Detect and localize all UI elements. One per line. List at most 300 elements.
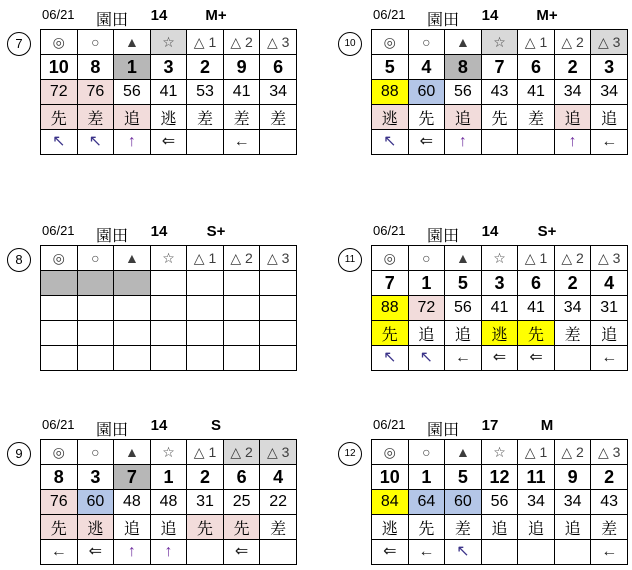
circled-table-index [338, 32, 362, 56]
horse-number-cell[interactable]: 2 [554, 55, 591, 80]
circled-table-index [338, 248, 362, 272]
running-style-cell[interactable]: 先 [187, 515, 224, 540]
trend-arrow-cell[interactable] [223, 130, 260, 155]
prediction-grid [371, 29, 628, 155]
horse-number-cell[interactable]: 6 [518, 271, 555, 296]
mark-cell[interactable]: ◎ [372, 246, 409, 271]
race-number: 14 [150, 7, 168, 24]
running-style-cell[interactable] [114, 321, 151, 346]
rate-cell[interactable]: 31 [591, 296, 628, 321]
horse-number-cell[interactable] [150, 271, 187, 296]
running-style-cell[interactable]: 先 [518, 321, 555, 346]
rate-cell[interactable]: 43 [481, 80, 518, 105]
rate-cell[interactable]: 41 [518, 296, 555, 321]
mark-cell[interactable]: ☆ [481, 30, 518, 55]
horse-number-cell[interactable]: 6 [518, 55, 555, 80]
trend-arrow-cell[interactable] [591, 346, 628, 371]
table-header [371, 6, 628, 28]
marks-row [41, 30, 297, 55]
race-grade: M+ [205, 7, 227, 24]
venue-name: 園田 [426, 12, 460, 29]
horse-number-cell[interactable]: 8 [77, 55, 114, 80]
mark-cell[interactable]: ○ [408, 440, 445, 465]
running-style-cell[interactable] [260, 321, 297, 346]
arrows-row [372, 346, 628, 371]
rate-cell[interactable]: 41 [223, 80, 260, 105]
horse-number-cell[interactable]: 3 [150, 55, 187, 80]
mark-cell[interactable]: ▲ [114, 30, 151, 55]
trend-arrow-cell[interactable] [445, 130, 482, 155]
rate-cell[interactable] [260, 296, 297, 321]
mark-cell[interactable]: △ 3 [260, 30, 297, 55]
rate-cell[interactable]: 48 [114, 490, 151, 515]
prediction-grid [40, 245, 297, 371]
rate-cell[interactable]: 34 [591, 80, 628, 105]
trend-arrow-cell[interactable] [260, 540, 297, 565]
horse-number-cell[interactable]: 1 [408, 271, 445, 296]
running-style-cell[interactable]: 追 [114, 105, 151, 130]
race-number: 14 [150, 223, 168, 240]
numbers-row [41, 465, 297, 490]
trend-arrow-cell[interactable] [77, 130, 114, 155]
running-style-cell[interactable]: 逃 [77, 515, 114, 540]
race-grade: S+ [537, 223, 557, 240]
trend-arrow-cell[interactable] [260, 130, 297, 155]
trend-arrow-cell[interactable] [554, 346, 591, 371]
trend-arrow-cell[interactable] [187, 346, 224, 371]
rate-cell[interactable]: 72 [408, 296, 445, 321]
running-style-cell[interactable]: 先 [223, 515, 260, 540]
horse-number-cell[interactable]: 6 [260, 55, 297, 80]
mark-cell[interactable]: ◎ [41, 440, 78, 465]
marks-row [41, 440, 297, 465]
trend-arrow-cell[interactable] [591, 540, 628, 565]
race-date: 06/21 [42, 417, 75, 432]
race-prediction-table [7, 416, 299, 570]
race-prediction-table [338, 222, 630, 376]
trend-arrow-cell[interactable] [518, 346, 555, 371]
rate-cell[interactable]: 22 [260, 490, 297, 515]
horse-number-cell[interactable]: 3 [77, 465, 114, 490]
mark-cell[interactable]: △ 3 [260, 440, 297, 465]
rate-cell[interactable] [150, 296, 187, 321]
trend-arrow-cell[interactable] [481, 346, 518, 371]
running-style-cell[interactable] [187, 321, 224, 346]
horse-number-cell[interactable]: 1 [114, 55, 151, 80]
race-number: 14 [481, 7, 499, 24]
rate-cell[interactable]: 56 [445, 296, 482, 321]
double-left-arrow-icon: ⇐ [161, 133, 176, 150]
mark-cell[interactable]: ▲ [445, 30, 482, 55]
double-left-arrow-icon: ⇐ [492, 349, 507, 366]
running-style-cell[interactable]: 先 [408, 105, 445, 130]
rate-cell[interactable]: 60 [77, 490, 114, 515]
race-date: 06/21 [42, 223, 75, 238]
trend-arrow-cell[interactable] [518, 130, 555, 155]
mark-cell[interactable]: △ 1 [187, 30, 224, 55]
horse-number-cell[interactable]: 4 [591, 271, 628, 296]
running-style-cell[interactable]: 差 [554, 321, 591, 346]
circled-table-index [7, 442, 31, 466]
up-arrow-icon: ↑ [458, 133, 467, 150]
trend-arrow-cell[interactable] [150, 346, 187, 371]
horse-number-cell[interactable]: 10 [41, 55, 78, 80]
running-style-cell[interactable]: 追 [554, 105, 591, 130]
running-style-cell[interactable]: 先 [408, 515, 445, 540]
mark-cell[interactable]: ▲ [114, 246, 151, 271]
running-style-cell[interactable]: 先 [372, 321, 409, 346]
double-left-arrow-icon: ⇐ [88, 543, 103, 560]
mark-cell[interactable]: ○ [77, 30, 114, 55]
horse-number-cell[interactable] [41, 271, 78, 296]
trend-arrow-cell[interactable] [408, 130, 445, 155]
horse-number-cell[interactable]: 5 [372, 55, 409, 80]
rate-cell[interactable]: 34 [554, 490, 591, 515]
rate-cell[interactable]: 53 [187, 80, 224, 105]
race-number: 14 [150, 417, 168, 434]
horse-number-cell[interactable]: 2 [591, 465, 628, 490]
horse-number-cell[interactable]: 8 [445, 55, 482, 80]
numbers-row [372, 465, 628, 490]
trend-arrow-cell[interactable] [150, 130, 187, 155]
running-style-cell[interactable]: 追 [554, 515, 591, 540]
running-style-cell[interactable]: 追 [591, 105, 628, 130]
horse-number-cell[interactable]: 12 [481, 465, 518, 490]
horse-number-cell[interactable]: 1 [150, 465, 187, 490]
rate-cell[interactable]: 60 [445, 490, 482, 515]
horse-number-cell[interactable]: 4 [408, 55, 445, 80]
mark-cell[interactable]: ◎ [372, 440, 409, 465]
running-style-cell[interactable]: 追 [591, 321, 628, 346]
horse-number-cell[interactable] [223, 271, 260, 296]
rate-cell[interactable] [114, 296, 151, 321]
trend-arrow-cell[interactable] [260, 346, 297, 371]
trend-arrow-cell[interactable] [223, 346, 260, 371]
mark-cell[interactable]: ▲ [445, 246, 482, 271]
race-grade: S [210, 417, 222, 434]
marks-row [372, 30, 628, 55]
horse-number-cell[interactable]: 4 [260, 465, 297, 490]
horse-number-cell[interactable]: 3 [591, 55, 628, 80]
mark-cell[interactable]: △ 1 [518, 30, 555, 55]
styles-row [372, 105, 628, 130]
trend-arrow-cell[interactable] [77, 346, 114, 371]
horse-number-cell[interactable]: 1 [408, 465, 445, 490]
trend-arrow-cell[interactable] [372, 130, 409, 155]
running-style-cell[interactable]: 差 [260, 105, 297, 130]
up-left-arrow-icon: ↖ [383, 133, 397, 150]
running-style-cell[interactable]: 先 [481, 105, 518, 130]
arrows-row [41, 130, 297, 155]
race-prediction-table [7, 6, 299, 160]
mark-cell[interactable]: △ 2 [223, 440, 260, 465]
mark-cell[interactable]: ☆ [150, 440, 187, 465]
trend-arrow-cell[interactable] [554, 130, 591, 155]
running-style-cell[interactable]: 追 [114, 515, 151, 540]
running-style-cell[interactable]: 追 [150, 515, 187, 540]
rate-cell[interactable]: 88 [372, 80, 409, 105]
circled-table-index [7, 32, 31, 56]
rate-cell[interactable]: 41 [518, 80, 555, 105]
left-arrow-icon: ← [454, 349, 471, 366]
numbers-row [41, 55, 297, 80]
running-style-cell[interactable]: 差 [223, 105, 260, 130]
left-arrow-icon: ← [233, 133, 250, 150]
trend-arrow-cell[interactable] [445, 540, 482, 565]
rate-cell[interactable]: 76 [41, 490, 78, 515]
horse-number-cell[interactable]: 2 [554, 271, 591, 296]
rate-cell[interactable]: 31 [187, 490, 224, 515]
horse-number-cell[interactable]: 5 [445, 271, 482, 296]
rate-cell[interactable]: 34 [518, 490, 555, 515]
running-style-cell[interactable]: 差 [445, 515, 482, 540]
venue-name: 園田 [95, 422, 129, 439]
mark-cell[interactable]: ◎ [41, 30, 78, 55]
mark-cell[interactable]: ○ [408, 246, 445, 271]
running-style-cell[interactable]: 追 [481, 515, 518, 540]
trend-arrow-cell[interactable] [187, 540, 224, 565]
trend-arrow-cell[interactable] [554, 540, 591, 565]
trend-arrow-cell[interactable] [591, 130, 628, 155]
up-arrow-icon: ↑ [127, 133, 136, 150]
running-style-cell[interactable]: 逃 [150, 105, 187, 130]
horse-number-cell[interactable]: 11 [518, 465, 555, 490]
race-date: 06/21 [373, 223, 406, 238]
table-header [371, 416, 628, 438]
left-arrow-icon: ← [601, 349, 618, 366]
horse-number-cell[interactable] [187, 271, 224, 296]
running-style-cell[interactable] [150, 321, 187, 346]
rates-row [41, 80, 297, 105]
horse-number-cell[interactable]: 8 [41, 465, 78, 490]
mark-cell[interactable]: ☆ [481, 440, 518, 465]
rates-row [372, 296, 628, 321]
up-left-arrow-icon: ↖ [419, 349, 434, 366]
table-index-number: 12 [344, 448, 356, 459]
running-style-cell[interactable]: 逃 [372, 515, 409, 540]
mark-cell[interactable]: △ 3 [591, 30, 628, 55]
venue-name: 園田 [95, 228, 129, 245]
mark-cell[interactable]: ◎ [372, 30, 409, 55]
race-date: 06/21 [42, 7, 75, 22]
trend-arrow-cell[interactable] [408, 540, 445, 565]
rate-cell[interactable]: 41 [150, 80, 187, 105]
rate-cell[interactable] [77, 296, 114, 321]
running-style-cell[interactable]: 追 [445, 105, 482, 130]
styles-row [372, 321, 628, 346]
venue-name: 園田 [426, 228, 460, 245]
horse-number-cell[interactable] [114, 271, 151, 296]
horse-number-cell[interactable]: 7 [372, 271, 409, 296]
mark-cell[interactable]: △ 1 [187, 246, 224, 271]
trend-arrow-cell[interactable] [77, 540, 114, 565]
horse-number-cell[interactable]: 5 [445, 465, 482, 490]
running-style-cell[interactable]: 先 [41, 515, 78, 540]
rate-cell[interactable]: 56 [114, 80, 151, 105]
trend-arrow-cell[interactable] [114, 130, 151, 155]
numbers-row [372, 55, 628, 80]
horse-number-cell[interactable]: 9 [223, 55, 260, 80]
race-grade: M+ [536, 7, 558, 24]
mark-cell[interactable]: △ 2 [554, 246, 591, 271]
styles-row [372, 515, 628, 540]
mark-cell[interactable]: △ 2 [223, 30, 260, 55]
styles-row [41, 515, 297, 540]
running-style-cell[interactable] [41, 321, 78, 346]
horse-number-cell[interactable]: 6 [223, 465, 260, 490]
running-style-cell[interactable]: 差 [77, 105, 114, 130]
horse-number-cell[interactable] [77, 271, 114, 296]
mark-cell[interactable]: △ 3 [260, 246, 297, 271]
trend-arrow-cell[interactable] [150, 540, 187, 565]
mark-cell[interactable]: ○ [77, 440, 114, 465]
left-arrow-icon: ← [601, 133, 618, 150]
horse-number-cell[interactable]: 2 [187, 465, 224, 490]
running-style-cell[interactable]: 差 [591, 515, 628, 540]
running-style-cell[interactable] [77, 321, 114, 346]
mark-cell[interactable]: △ 2 [554, 30, 591, 55]
arrows-row [372, 130, 628, 155]
circled-table-index [7, 248, 31, 272]
mark-cell[interactable]: △ 3 [591, 440, 628, 465]
up-arrow-icon: ↑ [568, 133, 577, 150]
race-prediction-table [7, 222, 299, 376]
race-date: 06/21 [373, 417, 406, 432]
mark-cell[interactable]: △ 1 [187, 440, 224, 465]
mark-cell[interactable]: ☆ [481, 246, 518, 271]
running-style-cell[interactable]: 追 [518, 515, 555, 540]
trend-arrow-cell[interactable] [372, 346, 409, 371]
rates-row [372, 80, 628, 105]
trend-arrow-cell[interactable] [187, 130, 224, 155]
race-prediction-table [338, 6, 630, 160]
trend-arrow-cell[interactable] [114, 346, 151, 371]
prediction-grid [40, 29, 297, 155]
horse-number-cell[interactable]: 3 [481, 271, 518, 296]
prediction-grid [371, 245, 628, 371]
trend-arrow-cell[interactable] [114, 540, 151, 565]
arrows-row [41, 540, 297, 565]
trend-arrow-cell[interactable] [408, 346, 445, 371]
trend-arrow-cell[interactable] [481, 130, 518, 155]
rate-cell[interactable]: 60 [408, 80, 445, 105]
styles-row [41, 105, 297, 130]
mark-cell[interactable]: ☆ [150, 246, 187, 271]
mark-cell[interactable]: △ 2 [554, 440, 591, 465]
horse-number-cell[interactable]: 7 [114, 465, 151, 490]
rate-cell[interactable]: 25 [223, 490, 260, 515]
trend-arrow-cell[interactable] [445, 346, 482, 371]
mark-cell[interactable]: ▲ [114, 440, 151, 465]
horse-number-cell[interactable] [260, 271, 297, 296]
running-style-cell[interactable]: 追 [445, 321, 482, 346]
double-left-arrow-icon: ⇐ [383, 543, 397, 560]
mark-cell[interactable]: ▲ [445, 440, 482, 465]
prediction-grid [371, 439, 628, 565]
running-style-cell[interactable]: 差 [260, 515, 297, 540]
running-style-cell[interactable]: 差 [187, 105, 224, 130]
up-left-arrow-icon: ↖ [383, 349, 397, 366]
rate-cell[interactable]: 64 [408, 490, 445, 515]
table-header [40, 416, 297, 438]
rate-cell[interactable] [187, 296, 224, 321]
rate-cell[interactable]: 88 [372, 296, 409, 321]
trend-arrow-cell[interactable] [41, 346, 78, 371]
double-left-arrow-icon: ⇐ [234, 543, 249, 560]
race-grade: S+ [206, 223, 226, 240]
running-style-cell[interactable]: 逃 [481, 321, 518, 346]
left-arrow-icon: ← [418, 543, 435, 560]
rate-cell[interactable] [223, 296, 260, 321]
race-date: 06/21 [373, 7, 406, 22]
rate-cell[interactable]: 48 [150, 490, 187, 515]
running-style-cell[interactable]: 追 [408, 321, 445, 346]
arrows-row [41, 346, 297, 371]
rate-cell[interactable]: 84 [372, 490, 409, 515]
double-left-arrow-icon: ⇐ [419, 133, 434, 150]
horse-number-cell[interactable]: 7 [481, 55, 518, 80]
arrows-row [372, 540, 628, 565]
trend-arrow-cell[interactable] [481, 540, 518, 565]
venue-name: 園田 [95, 12, 129, 29]
circled-table-index [338, 442, 362, 466]
mark-cell[interactable]: △ 1 [518, 440, 555, 465]
rate-cell[interactable]: 43 [591, 490, 628, 515]
rate-cell[interactable]: 41 [481, 296, 518, 321]
mark-cell[interactable]: △ 1 [518, 246, 555, 271]
rate-cell[interactable] [41, 296, 78, 321]
mark-cell[interactable]: ◎ [41, 246, 78, 271]
rate-cell[interactable]: 76 [77, 80, 114, 105]
up-arrow-icon: ↑ [164, 543, 173, 560]
trend-arrow-cell[interactable] [372, 540, 409, 565]
up-left-arrow-icon: ↖ [52, 133, 66, 150]
left-arrow-icon: ← [601, 543, 618, 560]
race-prediction-table [338, 416, 630, 570]
trend-arrow-cell[interactable] [223, 540, 260, 565]
table-index-number: 9 [15, 446, 23, 461]
running-style-cell[interactable]: 逃 [372, 105, 409, 130]
rate-cell[interactable]: 34 [260, 80, 297, 105]
mark-cell[interactable]: △ 3 [591, 246, 628, 271]
mark-cell[interactable]: ☆ [150, 30, 187, 55]
mark-cell[interactable]: △ 2 [223, 246, 260, 271]
horse-number-cell[interactable]: 2 [187, 55, 224, 80]
rate-cell[interactable]: 56 [445, 80, 482, 105]
running-style-cell[interactable]: 先 [41, 105, 78, 130]
mark-cell[interactable]: ○ [408, 30, 445, 55]
rate-cell[interactable]: 72 [41, 80, 78, 105]
race-grade: M [540, 417, 554, 434]
horse-number-cell[interactable]: 9 [554, 465, 591, 490]
trend-arrow-cell[interactable] [518, 540, 555, 565]
mark-cell[interactable]: ○ [77, 246, 114, 271]
rate-cell[interactable]: 34 [554, 296, 591, 321]
rate-cell[interactable]: 56 [481, 490, 518, 515]
venue-name: 園田 [426, 422, 460, 439]
horse-number-cell[interactable]: 10 [372, 465, 409, 490]
running-style-cell[interactable]: 差 [518, 105, 555, 130]
running-style-cell[interactable] [223, 321, 260, 346]
rate-cell[interactable]: 34 [554, 80, 591, 105]
marks-row [372, 246, 628, 271]
trend-arrow-cell[interactable] [41, 130, 78, 155]
numbers-row [41, 271, 297, 296]
rates-row [372, 490, 628, 515]
trend-arrow-cell[interactable] [41, 540, 78, 565]
rates-row [41, 296, 297, 321]
up-arrow-icon: ↑ [127, 543, 136, 560]
